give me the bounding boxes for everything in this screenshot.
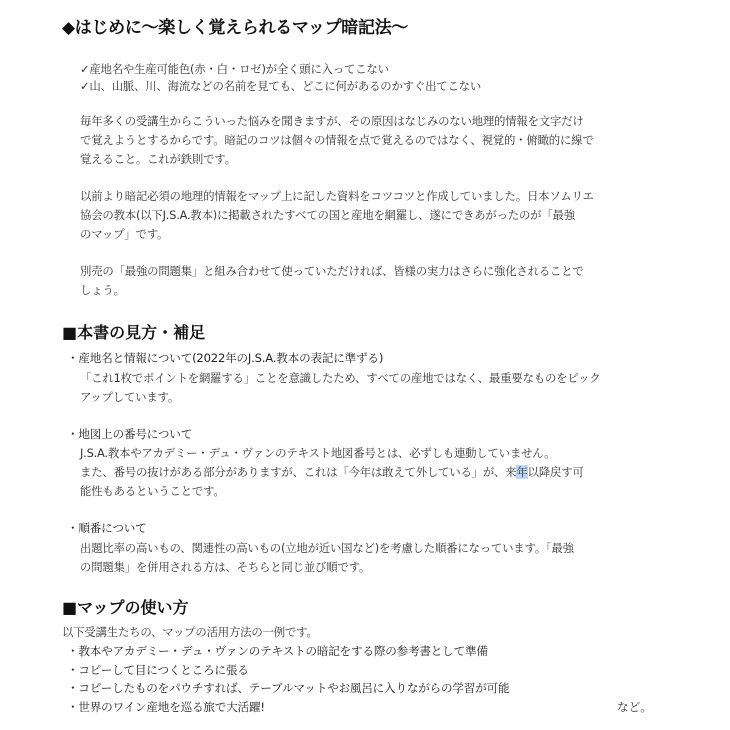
usage-intro: 以下受講生たちの、マップの活用方法の一例です。 — [62, 625, 318, 639]
usage-heading: ■マップの使い方 — [62, 598, 189, 617]
intro-paragraph-2: 以前より暗記必須の地理的情報をマップ上に記した資料をコツコツと作成していました。日本ソムリエ 協会の教本(以下J.S.A.教本)に掲載されたすべての国と産地を網羅し、遂にできあがったのが「最強 のマップ」です。 — [80, 189, 594, 241]
usage-bullet: ・コピーして目につくところに張る — [67, 663, 249, 677]
check-item: ✓産地名や生産可能色(赤・白・ロゼ)が全く頭に入ってこない — [80, 62, 389, 76]
usage-bullet: ・教本やアカデミー・デュ・ヴァンのテキストの暗記をする際の参考書として準備 — [67, 644, 488, 658]
guide-item-title: ・地図上の番号について — [67, 427, 193, 441]
guide-heading: ■本書の見方・補足 — [62, 323, 206, 342]
guide-item-body: 「これ1枚でポイントを網羅する」ことを意識したため、すべての産地ではなく、最重要なものをピック アップしています。 — [80, 371, 601, 404]
intro-paragraph-3: 別売の「最強の問題集」と組み合わせて使っていただければ、皆様の実力はさらに強化されることで しょう。 — [80, 264, 584, 297]
check-item: ✓山、山脈、川、海流などの名前を見ても、どこに何があるのかすぐ出てこない — [80, 79, 482, 93]
guide-item-body: 出題比率の高いもの、関連性の高いもの(立地が近い国など)を考慮した順番になっています。「最強 の問題集」を併用される方は、そちらと同じ並び順です。 — [80, 541, 574, 574]
guide-item-body: J.S.A.教本やアカデミー・デュ・ヴァンのテキスト地図番号とは、必ずしも連動していません。 また、番号の抜けがある部分がありますが、これは「今年は敢えて外している」が、来年以降戻す可 能性もあるということです。 — [80, 446, 584, 498]
guide-item-title: ・順番について — [67, 521, 147, 535]
guide-item-title: ・産地名と情報について(2022年のJ.S.A.教本の表記に準ずる) — [67, 351, 384, 365]
intro-heading: ◆はじめに～楽しく覚えられるマップ暗記法～ — [62, 18, 409, 38]
usage-trailing: など。 — [617, 700, 652, 714]
intro-paragraph-1: 毎年多くの受講生からこういった悩みを聞きますが、その原因はなじみのない地理的情報を文字だけ で覚えようとするからです。暗記のコツは個々の情報を点で覚えるのではなく、視覚的・俯瞰的に線で 覚えること。これが鉄則です。 — [80, 114, 594, 166]
usage-bullet: ・世界のワイン産地を巡る旅で大活躍! — [67, 700, 265, 714]
highlighted-text[interactable]: 年 — [516, 465, 528, 479]
usage-bullet: ・コピーしたものをパウチすれば、テーブルマットやお風呂に入りながらの学習が可能 — [67, 681, 510, 695]
